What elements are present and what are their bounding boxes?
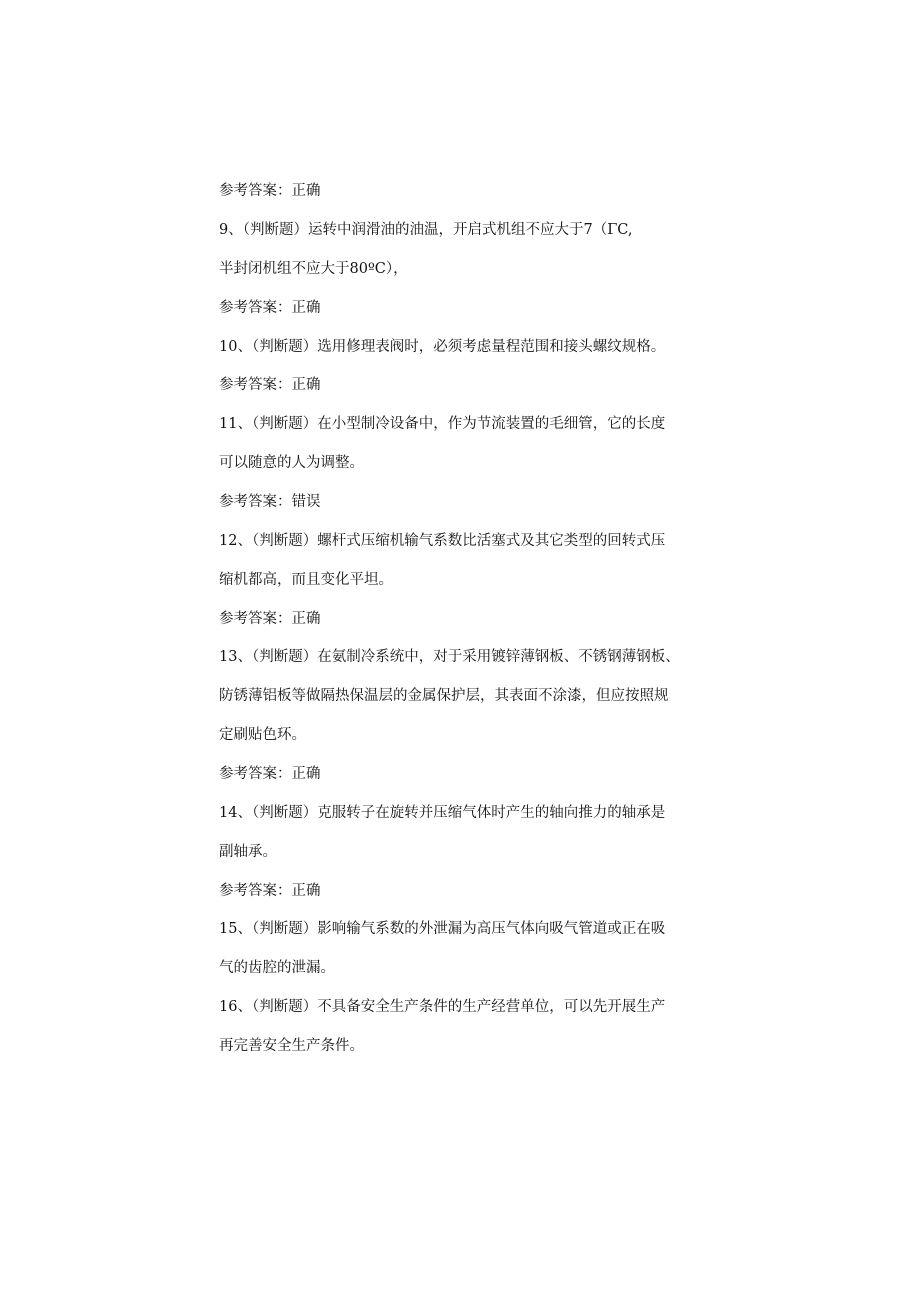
answer-line: 参考答案：正确 [219,883,321,899]
question-line: 半封闭机组不应大于80ºC）， [219,261,408,277]
question-line: 可以随意的人为调整。 [219,455,364,471]
answer-line: 参考答案：正确 [219,300,321,316]
question-line: 定刷贴色环。 [219,727,306,743]
question-line: 12、（判断题）螺杆式压缩机输气系数比活塞式及其它类型的回转式压 [219,533,666,549]
question-line: 缩机都高，而且变化平坦。 [219,572,393,588]
answer-line: 参考答案：错误 [219,494,321,510]
answer-line: 参考答案：正确 [219,766,321,782]
answer-line: 参考答案：正确 [219,611,321,627]
question-line: 气的齿腔的泄漏。 [219,960,335,976]
question-line: 副轴承。 [219,844,277,860]
question-line: 15、（判断题）影响输气系数的外泄漏为高压气体向吸气管道或正在吸 [219,921,666,937]
question-line: 13、（判断题）在氨制冷系统中，对于采用镀锌薄钢板、不锈钢薄钢板、 [219,649,680,665]
question-line: 再完善安全生产条件。 [219,1038,364,1054]
question-line: 10、（判断题）选用修理表阀时，必须考虑量程范围和接头螺纹规格。 [219,339,666,355]
answer-line: 参考答案：正确 [219,183,321,199]
answer-line: 参考答案：正确 [219,377,321,393]
question-line: 防锈薄铝板等做隔热保温层的金属保护层，其表面不涂漆，但应按照规 [219,688,669,704]
question-line: 11、（判断题）在小型制冷设备中，作为节流装置的毛细管，它的长度 [219,416,666,432]
question-line: 16、（判断题）不具备安全生产条件的生产经营单位，可以先开展生产 [219,999,666,1015]
question-line: 14、（判断题）克服转子在旋转并压缩气体时产生的轴向推力的轴承是 [219,805,666,821]
question-line: 9、（判断题）运转中润滑油的油温，开启式机组不应大于7（ΓC, [219,222,633,238]
